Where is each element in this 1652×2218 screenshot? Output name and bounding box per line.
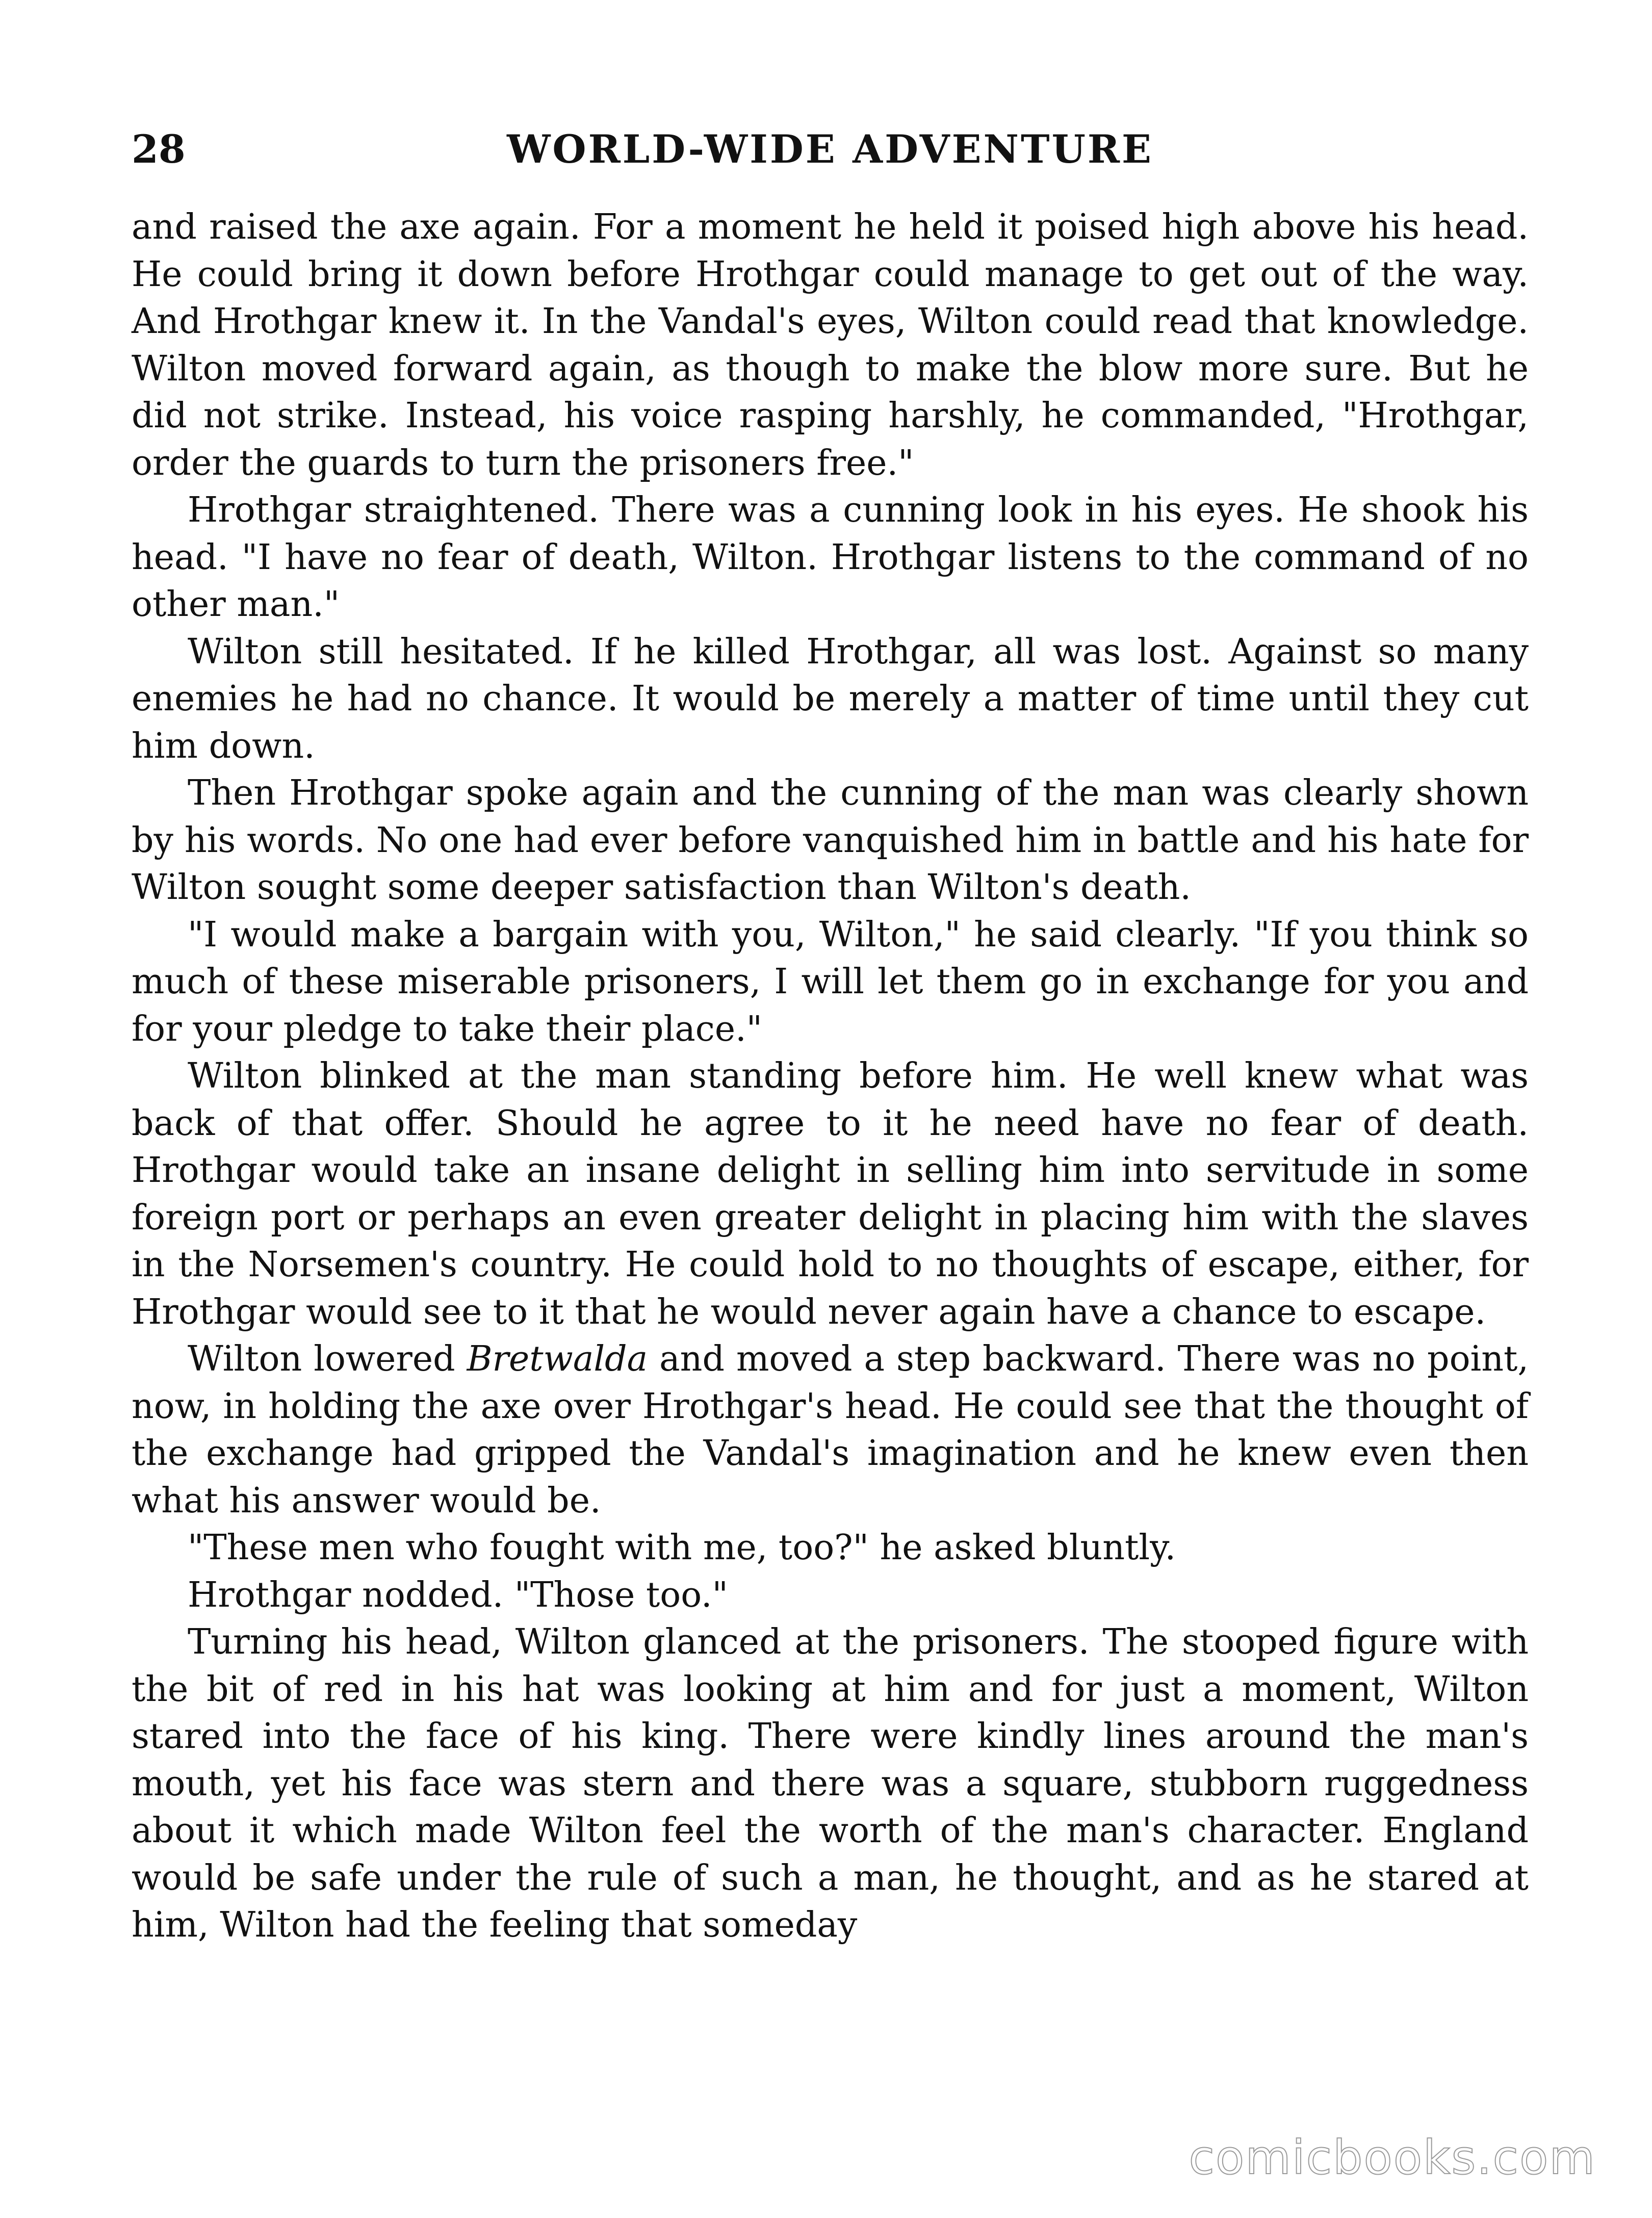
paragraph: Hrothgar straightened. There was a cunning look in his eyes. He shook his head. "I have no fear of death, Wilton. Hrothgar listens to the command of no other man." [132,490,1529,625]
paragraph: "I would make a bargain with you, Wilton," he said clearly. "If you think so much of these miserable prisoners, I will let them go in exchange for you and for your pledge to take their place." [132,914,1529,1049]
paragraph-text-after: and moved a step backward. There was no point, now, in holding the axe over Hrothgar's head. He could see that the thought of the exchange had gripped the Vandal's imagination and he knew even then what his answer would be. [132,1339,1529,1521]
paragraph: Hrothgar nodded. "Those too." [188,1575,728,1615]
paragraph: Then Hrothgar spoke again and the cunning of the man was clearly shown by his words. No one had ever before vanquished him in battle and his hate for Wilton sought some deeper satisfaction than Wilton's death. [132,773,1529,908]
paragraph: Wilton blinked at the man standing before him. He well knew what was back of that offer. Should he agree to it he need have no fear of death. Hrothgar would take an insane delight in selling him into servitude in some foreign port or perhaps an even greater delight in placing him with the slaves in the Norsemen's country. He could hold to no thoughts of escape, either, for Hrothgar would see to it that he would never again have a chance to escape. [132,1056,1529,1332]
axe-name-italic: Bretwalda [467,1339,648,1379]
page-number: 28 [132,126,186,172]
paragraph [132,1336,1529,1525]
paragraph: Wilton still hesitated. If he killed Hrothgar, all was lost. Against so many enemies he had no chance. It would be merely a matter of time until they cut him down. [132,631,1529,766]
running-title: WORLD-WIDE ADVENTURE [507,126,1153,172]
paragraph: and raised the axe again. For a moment he held it poised high above his head. He could bring it down before Hrothgar could manage to get out of the way. And Hrothgar knew it. In the Vandal's eyes, Wilton could read that knowledge. Wilton moved forward again, as though to make the blow more sure. But he did not strike. Instead, his voice rasping harshly, he commanded, "Hrothgar, order the guards to turn the prisoners free." [132,207,1529,483]
watermark: comicbooks.com [1189,2130,1596,2185]
paragraph-text-before: Wilton lowered [188,1339,467,1379]
paragraph: Turning his head, Wilton glanced at the prisoners. The stooped figure with the bit of red in his hat was looking at him and for just a moment, Wilton stared into the face of his king. There were kindly lines around the man's mouth, yet his face was stern and there was a square, stubborn ruggedness about it which made Wilton feel the worth of the man's character. England would be safe under the rule of such a man, he thought, and as he stared at him, Wilton had the feeling that someday [132,1622,1529,1945]
page-header [132,121,1529,177]
body-text [132,204,1529,1949]
paragraph: "These men who fought with me, too?" he asked bluntly. [188,1528,1176,1568]
